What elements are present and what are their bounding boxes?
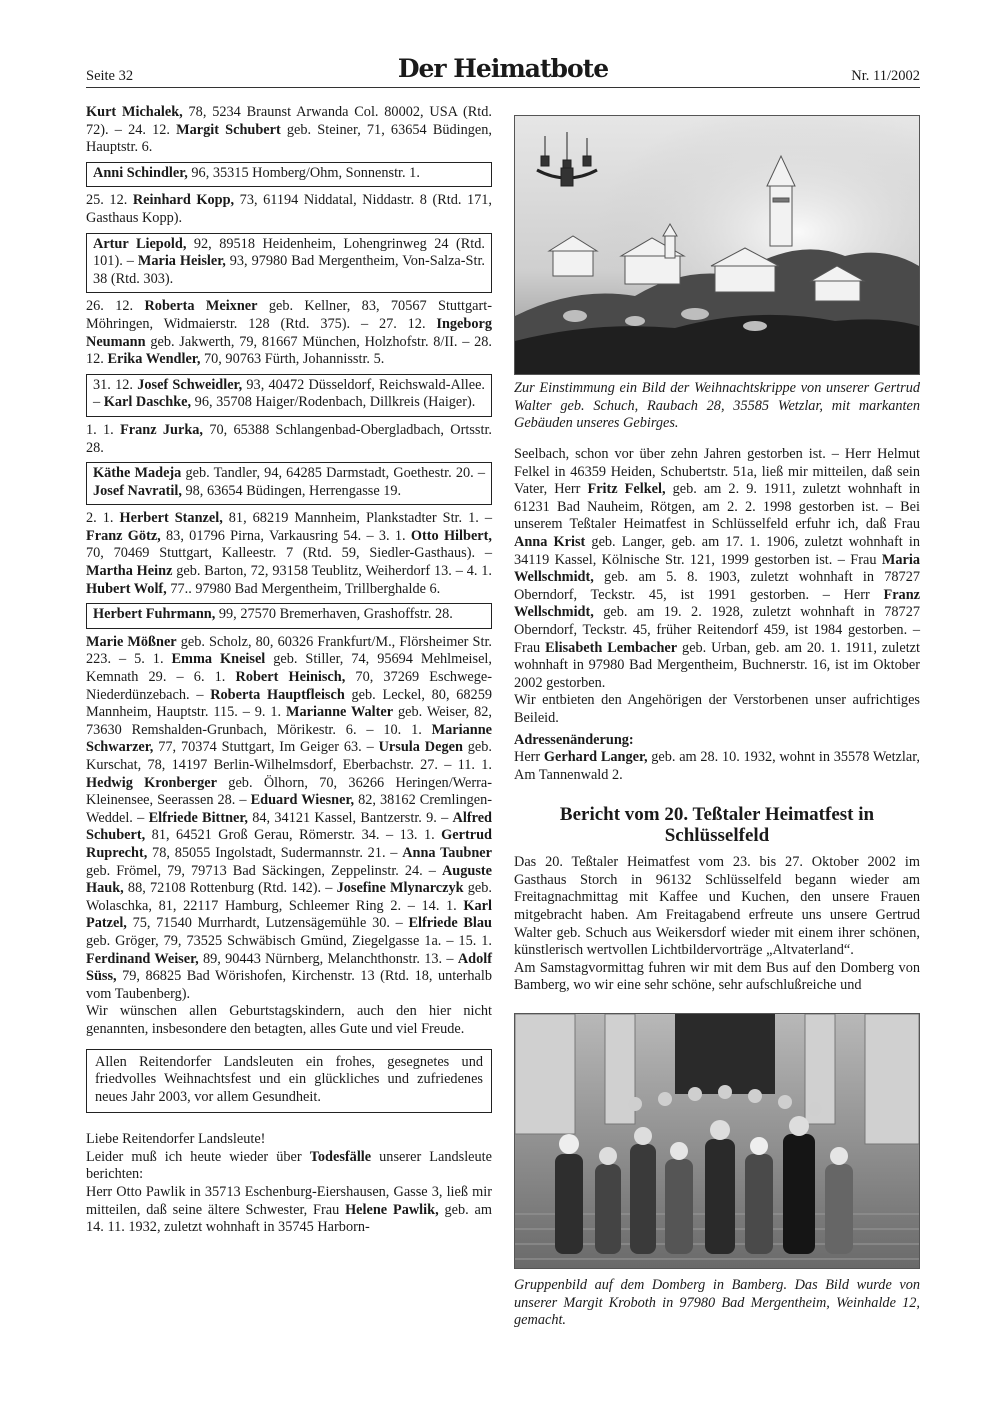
birthday-wish: Wir wünschen allen Geburtstagskindern, auch den hier nicht genannten, insbesondere den betagten, alles Gute und viel Freude. (86, 1003, 492, 1037)
article-headline: Bericht vom 20. Teßtaler Heimatfest in Schlüsselfeld (559, 804, 875, 847)
birthday-entry: Marie Mößner geb. Scholz, 80, 60326 Frankfurt/M., Flörsheimer Str. 223. – 5. 1. Emma Kneisel geb. Stiller, 74, 95694 Mehlmeisel, Kemnath 29. – 6. 1. Robert Heinisch, 70, 37269 Eschwege-Niederdünzebach. – Roberta Hauptfleisch geb. Leckel, 80, 68259 Mannheim, Hauptstr. 115. – 9. 1. Marianne Walter geb. Weiser, 82, 73630 Remshalden-Grunbach, Mörikestr. 6. – 10. 1. Marianne Schwarzer, 77, 70374 Stuttgart, Im Geiger 63. – Ursula Degen geb. Kurschat, 78, 14197 Berlin-Wilhelmsdorf, Eberbachstr. 27. – 11. 1. Hedwig Kronberger geb. Ölhorn, 70, 36266 Heringen/Werra-Kleinensee, Seerassen 28. – Eduard Wiesner, 82, 38162 Cremlingen-Weddel. – Elfriede Bittner, 84, 34121 Kassel, Bantzerstr. 9. – Alfred Schubert, 81, 64521 Groß Gerau, Römerstr. 34. – 13. 1. Gertrud Ruprecht, 78, 85055 Ingolstadt, Sudermannstr. 21. – Anna Taubner geb. Frömel, 79, 79713 Bad Säckingen, Zeppelinstr. 24. – Auguste Hauk, 88, 72108 Rottenburg (Rtd. 142). – Josefine Mlynarczyk geb. Wolaschka, 81, 22117 Hamburg, Schleemer Ring 2. – 14. 1. Karl Patzel, 75, 71540 Murrhardt, Lutzensägemühle 30. – Elfriede Blau geb. Gröger, 79, 73525 Schwäbisch Gmünd, Ziegelgasse 1a. – 15. 1. Ferdinand Weiser, 89, 90443 Nürnberg, Melanchthonstr. 13. – Adolf Süss, 79, 86825 Bad Wörishofen, Kirchenstr. 13 (Rtd. 18, unterhalb vom Taubenberg). (86, 633, 493, 1002)
birthday-box: Artur Liepold, 92, 89518 Heidenheim, Lohengrinweg 24 (Rtd. 101). – Maria Heisler, 93, 97980 Bad Mergentheim, Von-Salza-Str. 38 (Rtd. 303). (86, 233, 492, 294)
birthday-entry: 2. 1. Herbert Stanzel, 81, 68219 Mannheim, Plankstadter Str. 1. – Franz Götz, 83, 01796 Pirna, Varkausring 54. – 3. 1. Otto Hilbert, 70, 70469 Stuttgart, Kalleestr. 7 (Rtd. 59, Siedler-Gasthaus). – Martha Heinz geb. Barton, 72, 93158 Teublitz, Weiherdorf 13. – 4. 1. Hubert Wolf, 77.. 97980 Bad Mergentheim, Trillberghalde 6. (86, 510, 493, 597)
birthday-box: Käthe Madeja geb. Tandler, 94, 64285 Darmstadt, Goethestr. 20. – Josef Navratil, 98, 63654 Büdingen, Herrengasse 19. (86, 462, 492, 505)
birthday-box: Herbert Fuhrmann, 99, 27570 Bremerhaven, Grashoffstr. 28. (86, 603, 492, 629)
birthday-entry: 1. 1. Franz Jurka, 70, 65388 Schlangenbad-Obergladbach, Ortsstr. 28. (86, 421, 493, 456)
birthday-entry: Kurt Michalek, 78, 5234 Braunst Arwanda Col. 80002, USA (Rtd. 72). – 24. 12. Margit Schubert geb. Steiner, 71, 63654 Büdingen, Hauptstr. 6. (86, 104, 492, 156)
group-photo-caption: Gruppenbild auf dem Domberg in Bamberg. Das Bild wurde von unserer Margit Kroboth in 97980 Bad Mergentheim, Weinhalde 12, gemacht. (514, 1277, 920, 1329)
death-intro: Leider muß ich heute wieder über Todesfälle unserer Landsleute berichten: (86, 1148, 492, 1183)
address-change: Herr Gerhard Langer, geb. am 28. 10. 1932, wohnt in 35578 Wetzlar, Am Tannenwald 2. (514, 749, 920, 783)
page-number: Seite 32 (86, 68, 134, 84)
condolence-text: Wir entbieten den Angehörigen der Verstorbenen unser aufrichtiges Beileid. (514, 692, 920, 726)
salutation: Liebe Reitendorfer Landsleute! (86, 1131, 266, 1148)
left-column (86, 104, 492, 1237)
right-column (514, 446, 920, 995)
death-notice: Herr Otto Pawlik in 35713 Eschenburg-Eiershausen, Gasse 3, ließ mir mitteilen, daß seine ältere Schwester, Frau Helene Pawlik, geb. am 14. 11. 1932, zuletzt wohnhaft in 35745 Harborn- (86, 1184, 492, 1236)
birthday-box: 31. 12. Josef Schweidler, 93, 40472 Düsseldorf, Reichswald-Allee. – Karl Daschke, 96, 35708 Haiger/Rodenbach, Dillkreis (Haiger). (86, 374, 492, 417)
birthday-entry: 25. 12. Reinhard Kopp, 73, 61194 Niddatal, Niddastr. 8 (Rtd. 171, Gasthaus Kopp). (86, 192, 493, 226)
page-header (86, 54, 920, 90)
birthday-entry: 26. 12. Roberta Meixner geb. Kellner, 83, 70567 Stuttgart-Möhringen, Widmaierstr. 128 (Rtd. 375). – 27. 12. Ingeborg Neumann geb. Jakwerth, 79, 81667 München, Holzhofstr. 8/II. – 28. 12. Erika Wendler, 70, 90763 Fürth, Johannisstr. 5. (86, 298, 493, 368)
nativity-caption: Zur Einstimmung ein Bild der Weihnachtskrippe von unserer Gertrud Walter geb. Schuch, Raubach 28, 35585 Wetzlar, mit markanten Gebäuden unseres Gebirges. (514, 380, 920, 432)
issue-number: Nr. 11/2002 (851, 68, 920, 84)
nativity-scene-photo (514, 115, 920, 375)
death-notice-continued: Seelbach, schon vor über zehn Jahren gestorben ist. – Herr Helmut Felkel in 46359 Heiden, Schubertstr. 51a, ließ mir mitteilen, daß sein Vater, Herr Fritz Felkel, geb. am 2. 9. 1911, zuletzt wohnhaft in 61231 Bad Nauheim, Rötgen, am 2. 2. 1998 gestorben ist. – Bei unserem Teßtaler Heimatfest in Schlüsselfeld erfuhr ich, daß Frau Anna Krist geb. Langer, geb. am 17. 1. 1906, zuletzt wohnhaft in 34119 Kassel, Kölnische Str. 121, 1999 gestorben ist. – Frau Maria Wellschmidt, geb. am 5. 8. 1903, zuletzt wohnhaft in 78727 Oberndorf, Teckstr. 45, ist 1991 gestorben. – Herr Franz Wellschmidt, geb. am 19. 2. 1928, zuletzt wohnhaft in 78727 Oberndorf, Teckstr. 45, früher Reitendorf 459, ist 1984 gestorben. – Frau Elisabeth Lembacher geb. Urban, geb. am 20. 1. 1911, zuletzt wohnhaft in 97980 Bad Mergentheim, Buchnerstr. 16, ist im Oktober 2002 gestorben. (514, 446, 920, 691)
group-photo (514, 1013, 920, 1269)
newspaper-title: Der Heimatbote (397, 54, 609, 83)
address-change-heading: Adressenänderung: (514, 731, 634, 748)
article-paragraph: Am Samstagvormittag fuhren wir mit dem Bus auf den Domberg von Bamberg, wo wir eine sehr schöne, sehr aufschlußreiche und (514, 959, 920, 994)
birthday-box: Anni Schindler, 96, 35315 Homberg/Ohm, Sonnenstr. 1. (86, 162, 492, 188)
header-rule (86, 87, 920, 88)
article-paragraph: Das 20. Teßtaler Heimatfest vom 23. bis 27. Oktober 2002 im Gasthaus Storch in 96132 Schlüsselfeld begann wieder am Freitagnachmittag mit Kaffee und Kuchen, den unsere Frauen mitgebracht haben. Am Freitagabend erfreute uns unsere Gertrud Walter geb. Schuch aus Weikersdorf wieder mit einem ihrer schönen, künstlerisch wertvollen Lichtbildervorträge „Altvaterland“. (514, 854, 920, 959)
christmas-greeting-box: Allen Reitendorfer Landsleuten ein frohes, gesegnetes und friedvolles Weihnachtsfest und ein glückliches und zufriedenes neues Jahr 2003, vor allem Gesundheit. (86, 1049, 492, 1114)
